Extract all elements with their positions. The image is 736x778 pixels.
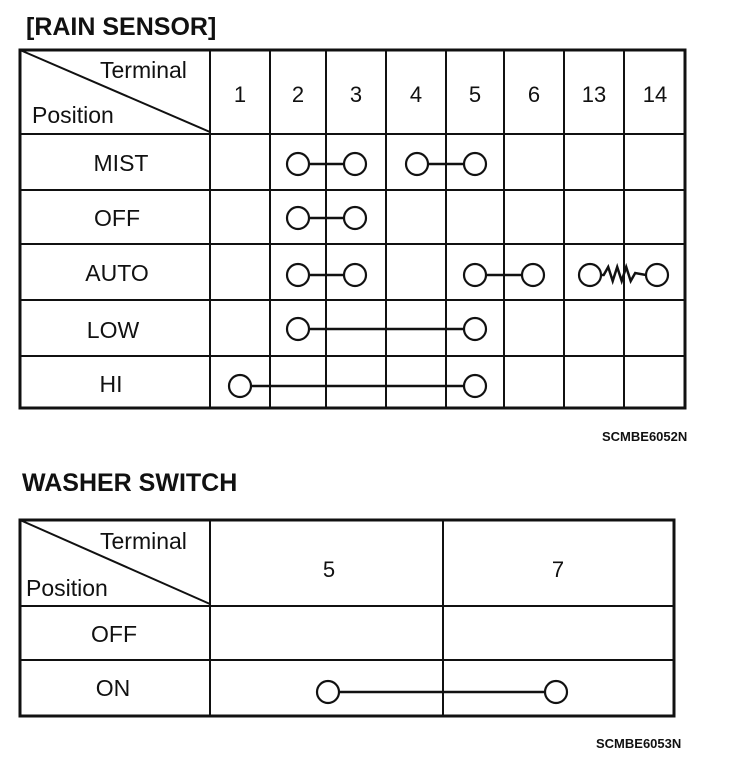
washer-position-label: ON (95, 675, 131, 701)
rain-sensor-header-position: Position (32, 102, 114, 128)
rain-position-label: LOW (86, 317, 140, 343)
terminal-node (579, 264, 601, 286)
rain-terminal-label: 2 (291, 82, 305, 107)
washer-switch-title: WASHER SWITCH (22, 469, 238, 497)
rain-position-label: AUTO (85, 260, 149, 286)
terminal-node (464, 318, 486, 340)
terminal-node (464, 264, 486, 286)
rain-terminal-label: 13 (581, 82, 607, 107)
rain-sensor-code: SCMBE6052N (602, 429, 688, 444)
rain-sensor-table (20, 50, 685, 408)
terminal-node (344, 207, 366, 229)
washer-switch-code: SCMBE6053N (596, 736, 682, 751)
terminal-node (229, 375, 251, 397)
rain-position-label: OFF (94, 205, 140, 231)
terminal-node (344, 264, 366, 286)
washer-switch-table (20, 520, 674, 716)
rain-terminal-label: 3 (349, 82, 363, 107)
terminal-node (464, 375, 486, 397)
rain-terminal-label: 14 (642, 82, 668, 107)
terminal-node (317, 681, 339, 703)
rain-terminal-label: 6 (527, 82, 541, 107)
rain-terminal-label: 4 (409, 82, 423, 107)
rain-terminal-label: 1 (233, 82, 247, 107)
terminal-node (545, 681, 567, 703)
terminal-node (522, 264, 544, 286)
terminal-node (287, 318, 309, 340)
washer-position-label: OFF (91, 621, 137, 647)
terminal-node (646, 264, 668, 286)
terminal-node (287, 153, 309, 175)
terminal-node (464, 153, 486, 175)
terminal-node (287, 264, 309, 286)
washer-header-position: Position (26, 575, 108, 601)
rain-terminal-label: 5 (468, 82, 482, 107)
washer-terminal-label: 7 (551, 557, 565, 582)
washer-terminal-label: 5 (322, 557, 336, 582)
terminal-node (406, 153, 428, 175)
terminal-node (287, 207, 309, 229)
rain-sensor-header-terminal: Terminal (100, 57, 187, 83)
rain-position-label: HI (99, 371, 123, 397)
rain-sensor-title: [RAIN SENSOR] (26, 13, 217, 41)
rain-position-label: MIST (93, 150, 149, 176)
terminal-node (344, 153, 366, 175)
washer-header-terminal: Terminal (100, 528, 187, 554)
